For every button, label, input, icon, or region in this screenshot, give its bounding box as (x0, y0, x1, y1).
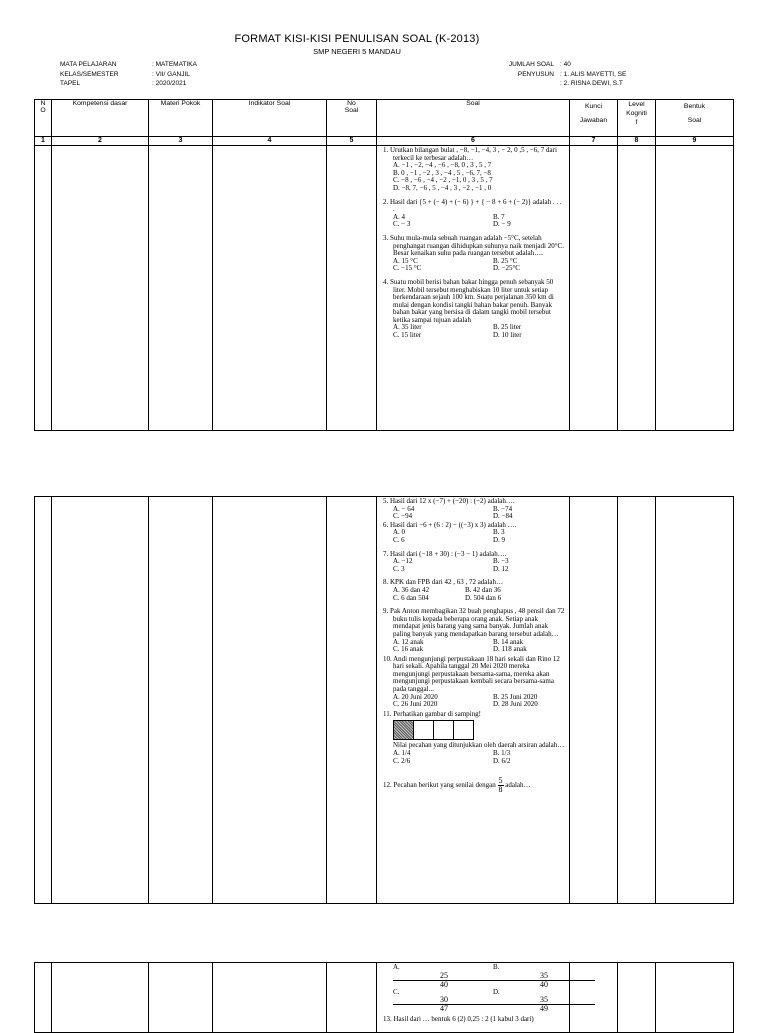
table-row (35, 963, 734, 1033)
question-10: 10. Andi mengunjungi perpustakaan 18 hari sekali dan Rino 12 hari sekali. Apabila tanggal 20 Mei 2020 mereka mengunjungi perpustakaan bersama-sama, mereka akan mengunjungi perpustakaan kembali secara bersama-sama pada tanggal... A. 20 Juni 2020 B. 25 Juni 2020 C. 26 Juni 2020 D. 28 Juni 2020 (383, 654, 560, 709)
column-number-row (35, 137, 734, 146)
col-num: 4 (213, 137, 327, 146)
header-no-soal: No Soal (327, 100, 377, 137)
header-indikator: Indikator Soal (213, 100, 327, 137)
unshaded-part (453, 720, 474, 740)
soal-cell (377, 497, 570, 904)
question-9: 9. Pak Anton membagikan 32 buah penghapus , 48 pensil dan 72 buku tulis kepada beberapa orang anak. Setiap anak mendapat jenis barang yang sama banyak. Jumlah anak paling banyak yang mendapatkan barang tersebut adalah… A. 12 anak B. 14 anak C. 16 anak D. 118 anak (383, 607, 565, 654)
soal-cell (377, 963, 570, 1033)
meta-label-count: JUMLAH SOAL (508, 61, 554, 68)
question-2: 2. Hasil dari {5 + (− 4) + (− 6) } + { − 8 + 6 + (− 2)} adalah . . . . A. 4 B. 7 C. − 3 D. − 9 (383, 197, 562, 229)
question-5: 5. Hasil dari 12 x (−7) + (−20) : (−2) adalah…. A. − 64 B. −74 C. −94 D. −84 (383, 497, 515, 521)
question-12-options-ab: A. $\frac{25}{40}$ B. $\frac{35}{40}$ (393, 964, 565, 989)
header-no: N O (35, 100, 52, 137)
grid-table-page2 (34, 496, 734, 904)
right-meta-values (560, 60, 626, 89)
meta-value-subject: : MATEMATIKA (152, 61, 197, 68)
header-kd: Kompetensi dasar (52, 100, 149, 137)
fraction: $\frac{5}{8}$ (498, 776, 503, 795)
question-4: 4. Suatu mobil berisi bahan bakar hingga penuh sebanyak 50 liter. Mobil tersebut menghabiskan 10 liter untuk setiap berkendaraan sejauh 100 km. Suatu perjalanan 350 km di mulai dengan kondisi tangki bahan bakar penuh. Banyak bahan bakar yang bersisa di dalam tangki mobil tersebut ketika sampai tujuan adalah A. 35 liter B. 25 liter C. 15 liter D. 10 liter (383, 277, 554, 340)
table-row (35, 146, 734, 431)
fraction-strip-figure (393, 720, 565, 740)
grid-table-page1 (34, 99, 734, 431)
meta-value-author1: : 1. ALIS MAYETTI, SE (560, 70, 627, 78)
col-num: 3 (149, 137, 213, 146)
meta-value-class: : VII/ GANJIL (152, 70, 190, 78)
col-num: 7 (570, 137, 618, 146)
col-num: 9 (656, 137, 734, 146)
school-name: SMP NEGERI 5 MANDAU (313, 47, 401, 56)
question-11: 11. Perhatikan gambar di samping! Nilai pecahan yang ditunjukkan oleh daerah arsiran adalah… A. 1/4 B. 1/3 C. 2/6 D. 6/2 (383, 709, 565, 765)
question-13-partial: 13. Hasil dari … bentuk 6 (2) 0,25 : 2 (1 kabul 3 dari) (383, 1016, 534, 1024)
unshaded-part (433, 720, 454, 740)
meta-label-class: KELAS/SEMESTER (60, 70, 119, 78)
question-12-options-cd: C. $\frac{30}{47}$ D. $\frac{35}{49}$ (393, 989, 565, 1014)
col-num: 1 (35, 137, 52, 146)
question-7: 7. Hasil dari (−18 + 30) : (−3 − 1) adalah…. A. −12 B. −3 C. 3 D. 12 (383, 549, 509, 573)
question-6: 6. Hasil dari −6 + (6 : 2) − ((−3) x 3) adalah …. A. 0 B. 3 C. 6 D. 9 (383, 520, 517, 544)
question-8: 8. KPK dan FPB dari 42 , 63 , 72 adalah… A. 36 dan 42 B. 42 dan 36 C. 6 dan 504 D. 504 dan 6 (383, 578, 503, 602)
table-row (35, 497, 734, 904)
meta-value-year: : 2020/2021 (152, 80, 187, 87)
header-kunci: Kunci Jawaban (570, 100, 618, 137)
col-num: 5 (327, 137, 377, 146)
meta-label-author: PENYUSUN (517, 70, 554, 78)
meta-value-author2: : 2. RISNA DEWI, S.T (560, 80, 623, 87)
meta-label-subject: MATA PELAJARAN (60, 61, 117, 68)
col-num: 2 (52, 137, 149, 146)
question-3: 3. Suhu mula-mula sebuah ruangan adalah −5°C, setelah penghangat ruangan dihidupkan suhunya naik menjadi 20°C. Besar kenaikan suhu pada ruangan tersebut adalah…. A. 15 °C B. 25 °C C. −15 °C D. −25°C (383, 233, 564, 273)
header-bentuk: Bentuk Soal (656, 100, 734, 137)
col-num: 6 (377, 137, 570, 146)
unshaded-part (413, 720, 434, 740)
header-materi: Materi Pokok (149, 100, 213, 137)
meta-value-count: : 40 (560, 61, 571, 68)
left-meta-labels (60, 60, 119, 89)
grid-table-page3 (34, 962, 734, 1033)
col-num: 8 (618, 137, 656, 146)
right-meta-labels (500, 60, 554, 79)
soal-cell (377, 146, 570, 431)
meta-label-year: TAPEL (60, 80, 81, 87)
shaded-part (393, 720, 414, 740)
header-level: Level Kogniti f (618, 100, 656, 137)
question-12: 12. Pecahan berikut yang senilai dengan $\frac{5}{8}$ adalah… (383, 776, 531, 795)
header-soal: Soal (377, 100, 570, 137)
left-meta-values (152, 60, 197, 89)
question-1: 1. Urutkan bilangan bulat , −8, −1, −4, 3 , − 2, 0 ,5 , −6, 7 dari terkecil ke terbesar adalah… A. −1 , −2, −4 , −6 , −8, 0 , 3 , 5 , 7 B. 0 , −1 , −2 , 3 , −4 , 5 , −6, 7, −8 C. −8 , −6 , −4 , −2 , −1, 0 , 3 , 5 , 7 D. −8, 7, −6 , 5 , −4 , 3 , −2 , −1 , 0 (383, 146, 557, 192)
document-title: FORMAT KISI-KISI PENULISAN SOAL (K-2013) (234, 33, 480, 45)
